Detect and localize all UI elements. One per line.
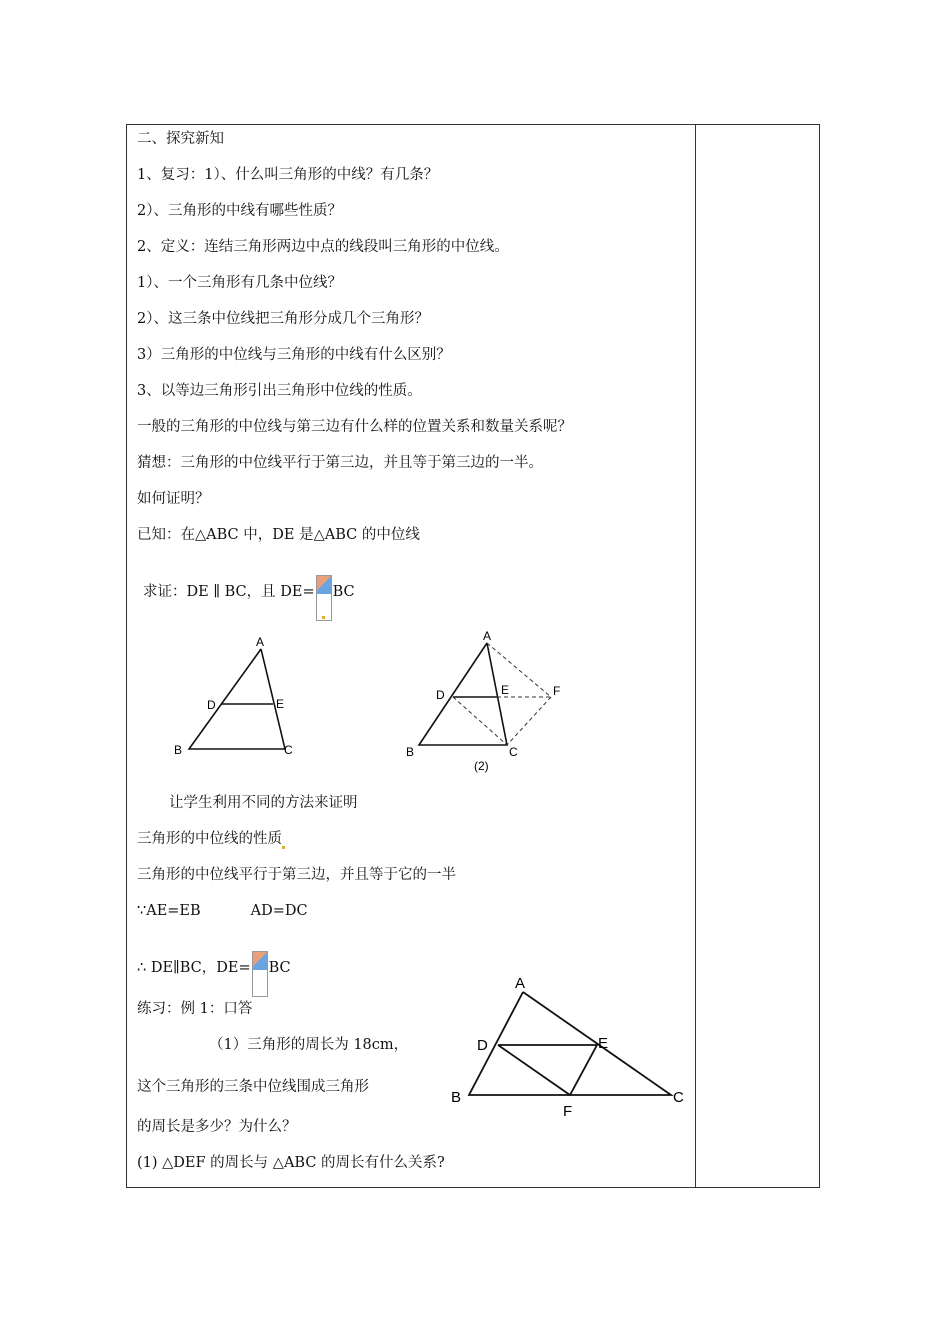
prove-line — [143, 569, 355, 615]
fig2-label-d: D — [436, 688, 445, 702]
property-statement: 三角形的中位线平行于第三边，并且等于它的一半 — [137, 867, 456, 883]
label-b: B — [174, 743, 183, 757]
because-ae-eb: ∵AE=EB — [137, 903, 201, 919]
question-1: 1）、一个三角形有几条中位线？ — [137, 275, 342, 291]
fig3-label-e: E — [598, 1035, 609, 1052]
review-question-2: 2）、三角形的中线有哪些性质？ — [137, 203, 342, 219]
fig3-label-d: D — [477, 1037, 488, 1054]
because-ad-dc: AD=DC — [250, 903, 308, 919]
practice-item-1-cont: 这个三角形的三条中位线围成三角形 — [137, 1079, 369, 1095]
therefore-text: ∴ DE∥BC，DE= — [137, 960, 251, 976]
label-e: E — [276, 697, 285, 711]
fig3-label-f: F — [563, 1103, 573, 1120]
label-d: D — [207, 698, 216, 712]
fig3-label-a: A — [515, 975, 526, 992]
fraction-image-icon — [316, 575, 332, 621]
property-title-text: 三角形的中位线的性质 — [137, 831, 282, 847]
practice-item-1: （1）三角形的周长为 18cm， — [209, 1037, 409, 1053]
fig3-label-b: B — [451, 1089, 462, 1106]
method-prompt: 让学生利用不同的方法来证明 — [169, 795, 358, 811]
label-c: C — [284, 743, 293, 757]
question-2: 2）、这三条中位线把三角形分成几个三角形？ — [137, 311, 429, 327]
fig2-label-c: C — [509, 745, 518, 759]
practice-item-1-end: 的周长是多少？为什么？ — [137, 1119, 297, 1135]
fig2-label-f: F — [553, 684, 561, 698]
definition-line: 2、定义：连结三角形两边中点的线段叫三角形的中位线。 — [137, 239, 509, 255]
triangle-figure-2 — [397, 625, 597, 775]
review-question-1: 1、复习：1）、什么叫三角形的中线？有几条？ — [137, 167, 439, 183]
fig3-label-c: C — [673, 1089, 684, 1106]
triangle-figure-1 — [167, 625, 357, 765]
conjecture-line: 猜想：三角形的中位线平行于第三边，并且等于第三边的一半。 — [137, 455, 543, 471]
fig2-label-e: E — [501, 683, 510, 697]
practice-item-2: (1) △DEF 的周长与 △ABC 的周长有什么关系? — [137, 1155, 445, 1171]
content-table — [126, 124, 820, 1188]
triangle-abc — [189, 649, 285, 749]
fig2-caption: (2) — [474, 759, 489, 773]
general-question: 一般的三角形的中位线与第三边有什么样的位置关系和数量关系呢？ — [137, 419, 572, 435]
label-a: A — [256, 635, 265, 649]
therefore-line — [137, 945, 291, 991]
property-title — [137, 829, 285, 849]
fig2-label-a: A — [483, 629, 492, 643]
fig2-label-b: B — [406, 745, 415, 759]
marker-dot-icon — [322, 616, 325, 619]
section-heading: 二、探究新知 — [137, 131, 224, 147]
because-line — [137, 901, 308, 921]
given-line: 已知：在△ABC 中，DE 是△ABC 的中位线 — [137, 527, 420, 543]
how-to-prove: 如何证明？ — [137, 491, 210, 507]
question-3: 3）三角形的中位线与三角形的中线有什么区别？ — [137, 347, 451, 363]
fraction-image-icon — [252, 951, 268, 997]
therefore-text-end: BC — [268, 960, 291, 976]
practice-title: 练习：例 1：口答 — [137, 1001, 253, 1017]
triangle-figure-3 — [447, 970, 697, 1125]
prove-text-end: BC — [332, 584, 355, 600]
prove-text: 求证：DE ∥ BC，且 DE= — [143, 584, 315, 600]
marker-dot-icon — [282, 846, 285, 849]
property-intro: 3、以等边三角形引出三角形中位线的性质。 — [137, 383, 422, 399]
